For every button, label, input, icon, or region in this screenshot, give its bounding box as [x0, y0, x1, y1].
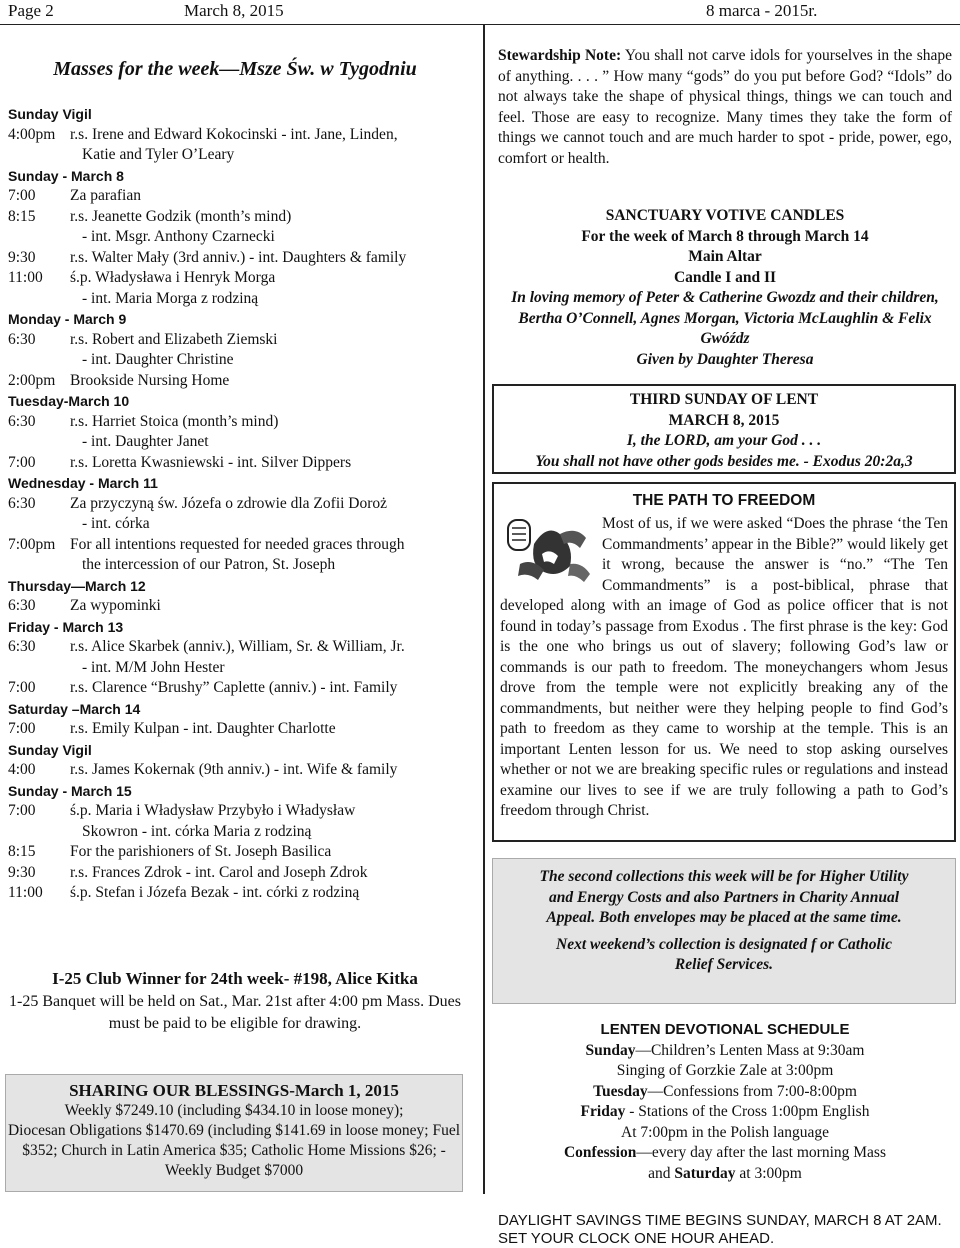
- mass-schedule: [8, 104, 478, 904]
- mass-time: 6:30: [8, 638, 36, 655]
- mass-intention: - int. córka: [82, 515, 150, 532]
- club-winner: I-25 Club Winner for 24th week- #198, Alice Kitka: [52, 969, 418, 988]
- lenten-friday: [498, 1102, 952, 1123]
- votive-candles-section: [498, 206, 952, 370]
- collection-p1: The second collections this week will be for Higher Utility and Energy Costs and also Partners in Charity Annual Appeal. Both envelopes may be placed at the same time.: [539, 868, 909, 926]
- mass-intention: Za wypominki: [70, 597, 161, 614]
- mass-entry: [8, 412, 478, 433]
- mass-day-heading: [8, 699, 478, 720]
- lenten-friday2: At 7:00pm in the Polish language: [621, 1123, 829, 1141]
- mass-time: 7:00: [8, 802, 36, 819]
- commandments-illustration-icon: [500, 514, 602, 594]
- mass-intention: r.s. Emily Kulpan - int. Daughter Charlotte: [70, 720, 336, 737]
- third-sunday-line2: You shall not have other gods besides me. - Exodus 20:2a,3: [535, 452, 913, 470]
- mass-entry: [8, 207, 478, 228]
- blessings-body: Diocesan Obligations $1470.69 (including $141.69 in loose money; Fuel $352; Church in Latin America $35; Catholic Home Missions $26; - Weekly Budget $7000: [7, 1122, 461, 1179]
- blessings-title: SHARING OUR BLESSINGS-March 1, 2015: [69, 1081, 399, 1100]
- mass-entry: [8, 227, 478, 248]
- mass-time: 6:30: [8, 412, 36, 430]
- mass-day-heading: [8, 781, 478, 802]
- lenten-tuesday-text: —Confessions from 7:00-8:00pm: [647, 1082, 857, 1100]
- stewardship-note: [498, 46, 952, 169]
- mass-intention: r.s. Alice Skarbek (anniv.), William, Sr. & William, Jr.: [70, 638, 405, 655]
- mass-time: 7:00: [8, 679, 36, 696]
- mass-intention: - int. Msgr. Anthony Czarnecki: [82, 228, 275, 245]
- mass-day-heading: [8, 309, 478, 330]
- mass-day-label: Wednesday - March 11: [8, 475, 158, 491]
- mass-entry: [8, 719, 478, 740]
- mass-intention: Brookside Nursing Home: [70, 371, 230, 389]
- lenten-confession2-post: at 3:00pm: [735, 1164, 802, 1182]
- mass-entry: [8, 453, 478, 474]
- second-collection-box: [492, 858, 956, 1004]
- mass-time: 7:00: [8, 720, 36, 737]
- mass-time: 8:15: [8, 207, 36, 225]
- mass-time: 6:30: [8, 330, 36, 348]
- lenten-confession2-pre: and: [648, 1164, 675, 1182]
- club-banquet: 1-25 Banquet will be held on Sat., Mar. 21st after 4:00 pm Mass. Dues must be paid to be eligible for drawing.: [9, 993, 461, 1032]
- mass-intention: For the parishioners of St. Joseph Basilica: [70, 843, 332, 860]
- lenten-confession-label: Confession: [563, 1144, 637, 1161]
- mass-intention: r.s. Jeanette Godzik (month’s mind): [70, 207, 292, 225]
- lenten-confession: [498, 1143, 952, 1164]
- mass-intention: - int. Maria Morga z rodziną: [82, 289, 259, 307]
- mass-entry: [8, 637, 478, 658]
- mass-entry: [8, 883, 478, 904]
- lenten-sunday-label: Sunday: [585, 1041, 636, 1059]
- mass-intention: ś.p. Władysława i Henryk Morga: [70, 269, 276, 286]
- mass-entry: [8, 535, 478, 556]
- mass-intention: Za parafian: [70, 187, 141, 204]
- mass-entry: [8, 658, 478, 679]
- date-english: March 8, 2015: [184, 1, 284, 20]
- mass-entry: [8, 371, 478, 392]
- mass-day-label: Thursday—March 12: [8, 577, 146, 594]
- mass-entry: [8, 842, 478, 863]
- mass-time: 7:00pm: [8, 535, 56, 553]
- mass-intention: Za przyczyną św. Józefa o zdrowie dla Zofii Doroż: [70, 494, 388, 512]
- mass-intention: r.s. Loretta Kwasniewski - int. Silver Dippers: [70, 453, 352, 471]
- mass-intention: - int. Daughter Christine: [82, 351, 234, 368]
- mass-intention: r.s. Irene and Edward Kokocinski - int. Jane, Linden,: [70, 125, 398, 143]
- lenten-sunday-text: —Children’s Lenten Mass at 9:30am: [635, 1041, 865, 1059]
- lenten-tuesday: [498, 1082, 952, 1103]
- votive-given: Given by Daughter Theresa: [636, 350, 814, 368]
- mass-intention: ś.p. Maria i Władysław Przybyło i Władysław: [70, 802, 356, 819]
- masses-title: Masses for the week—Msze Św. w Tygodniu: [53, 58, 417, 80]
- lenten-confession-text: —every day after the last morning Mass: [636, 1144, 886, 1161]
- mass-time: 8:15: [8, 843, 36, 860]
- votive-title: SANCTUARY VOTIVE CANDLES: [605, 207, 845, 224]
- votive-week: For the week of March 8 through March 14: [581, 227, 869, 245]
- mass-intention: r.s. Clarence “Brushy” Caplette (anniv.) - int. Family: [70, 679, 398, 696]
- mass-entry: [8, 350, 478, 371]
- mass-entry: [8, 555, 478, 576]
- mass-day-label: Sunday - March 8: [8, 167, 124, 184]
- mass-time: 11:00: [8, 269, 43, 286]
- mass-entry: [8, 289, 478, 310]
- mass-intention: - int. Daughter Janet: [82, 433, 209, 450]
- mass-entry: [8, 248, 478, 269]
- third-sunday-line1: I, the LORD, am your God . . .: [626, 432, 822, 449]
- column-divider: [483, 24, 485, 1194]
- mass-day-heading: [8, 391, 478, 412]
- third-sunday-title: THIRD SUNDAY OF LENT: [629, 391, 819, 408]
- mass-day-heading: [8, 617, 478, 638]
- mass-entry: [8, 822, 478, 843]
- date-polish: 8 marca - 2015r.: [706, 1, 818, 20]
- mass-time: 7:00: [8, 187, 36, 204]
- mass-time: 4:00pm: [8, 125, 56, 143]
- mass-entry: [8, 145, 478, 166]
- path-text: Most of us, if we were asked “Does the phrase ‘the Ten Commandments’ appear in the Bible?” would likely get it wrong, because the answer is “no.” “The Ten Commandments” is a post-biblical, phrase that developed along with an image of God as police officer that is not found in today’s passage from Exodus . The first phrase is the key: God is the one who brings us out of slavery; following God’s law or commands is our path to freedom. The moneychangers whom Jesus drove from the temple were not explicitly breaking any of the commandments, but neither were they helping people to find God’s path to freedom as they came to worship at the temple. This is an important Lenten lesson for us. We need to stop asking ourselves whether or not we are breaking specific rules or regulations and instead examine our lives to see if we are truly following a path to God’s freedom through Christ.: [500, 515, 948, 819]
- mass-day-label: Sunday Vigil: [8, 106, 92, 122]
- page-header: [0, 0, 960, 25]
- club-winner-section: [0, 968, 470, 1035]
- mass-intention: - int. M/M John Hester: [82, 658, 225, 676]
- third-sunday-date: MARCH 8, 2015: [668, 411, 780, 429]
- path-title: THE PATH TO FREEDOM: [632, 492, 816, 509]
- sharing-blessings-box: [5, 1074, 463, 1192]
- mass-intention: r.s. Walter Mały (3rd anniv.) - int. Daughters & family: [70, 248, 407, 266]
- mass-entry: [8, 514, 478, 535]
- mass-day-heading: [8, 740, 478, 761]
- mass-day-label: Saturday –March 14: [8, 700, 141, 717]
- collection-p2: Next weekend’s collection is designated f or Catholic Relief Services.: [556, 935, 892, 973]
- mass-intention: r.s. Robert and Elizabeth Ziemski: [70, 330, 278, 348]
- mass-day-heading: [8, 166, 478, 187]
- mass-time: 6:30: [8, 494, 36, 512]
- mass-entry: [8, 760, 478, 781]
- mass-day-heading: [8, 473, 478, 494]
- votive-candle: Candle I and II: [673, 268, 777, 286]
- mass-day-label: Sunday - March 15: [8, 782, 132, 799]
- mass-time: 7:00: [8, 453, 36, 471]
- mass-day-heading: [8, 104, 478, 125]
- lenten-friday-text: - Stations of the Cross 1:00pm English: [625, 1103, 870, 1120]
- mass-intention: r.s. Harriet Stoica (month’s mind): [70, 412, 279, 430]
- lenten-tuesday-label: Tuesday: [593, 1082, 648, 1100]
- mass-intention: Katie and Tyler O’Leary: [82, 146, 235, 163]
- mass-time: 9:30: [8, 248, 36, 266]
- mass-entry: [8, 432, 478, 453]
- daylight-savings-notice: DAYLIGHT SAVINGS TIME BEGINS SUNDAY, MARCH 8 AT 2AM. SET YOUR CLOCK ONE HOUR AHEAD.: [498, 1212, 942, 1247]
- mass-intention: the intercession of our Patron, St. Joseph: [82, 556, 336, 573]
- mass-entry: [8, 494, 478, 515]
- mass-day-heading: [8, 576, 478, 597]
- mass-time: 11:00: [8, 884, 43, 901]
- votive-memory: In loving memory of Peter & Catherine Gwozdz and their children, Bertha O’Connell, Agnes Morgan, Victoria McLaughlin & Felix Gwóźdz: [511, 289, 939, 347]
- lenten-title: LENTEN DEVOTIONAL SCHEDULE: [600, 1021, 850, 1038]
- lenten-friday-label: Friday: [580, 1103, 626, 1120]
- mass-intention: r.s. James Kokernak (9th anniv.) - int. Wife & family: [70, 761, 398, 778]
- mass-time: 4:00: [8, 761, 36, 778]
- mass-day-label: Sunday Vigil: [8, 741, 92, 758]
- lenten-saturday-label: Saturday: [674, 1164, 736, 1182]
- third-sunday-box: [492, 384, 956, 474]
- path-to-freedom-box: [492, 482, 956, 842]
- mass-intention: r.s. Frances Zdrok - int. Carol and Joseph Zdrok: [70, 863, 368, 881]
- lenten-schedule: [498, 1020, 952, 1184]
- page-number: Page 2: [8, 1, 54, 20]
- mass-intention: ś.p. Stefan i Józefa Bezak - int. córki z rodziną: [70, 884, 360, 901]
- mass-time: 9:30: [8, 863, 36, 881]
- lenten-sunday2: Singing of Gorzkie Zale at 3:00pm: [616, 1062, 834, 1079]
- stewardship-text: You shall not carve idols for yourselves in the shape of anything. . . . ” How many “gods” do you put before God? “Idols” do not always take the shape of physical things, things we can touch and feel. Those are easy to recognize. Many times they take the form of things we cannot touch and are much harder to spot - pride, power, ego, comfort or health.: [498, 47, 952, 167]
- path-text-wrap: [500, 514, 948, 822]
- mass-entry: [8, 596, 478, 617]
- mass-entry: [8, 186, 478, 207]
- votive-altar: Main Altar: [688, 248, 762, 265]
- mass-entry: [8, 801, 478, 822]
- mass-time: 2:00pm: [8, 371, 56, 389]
- mass-entry: [8, 330, 478, 351]
- mass-day-label: Friday - March 13: [8, 618, 124, 635]
- lenten-sunday: [498, 1041, 952, 1062]
- blessings-weekly: Weekly $7249.10 (including $434.10 in loose money);: [64, 1102, 404, 1119]
- mass-intention: Skowron - int. córka Maria z rodziną: [82, 822, 312, 840]
- mass-day-label: Tuesday-March 10: [8, 393, 130, 409]
- stewardship-label: Stewardship Note:: [498, 47, 622, 64]
- mass-day-label: Monday - March 9: [8, 311, 127, 327]
- mass-entry: [8, 125, 478, 146]
- lenten-confession2: [498, 1164, 952, 1185]
- mass-entry: [8, 863, 478, 884]
- mass-entry: [8, 268, 478, 289]
- mass-entry: [8, 678, 478, 699]
- mass-intention: For all intentions requested for needed graces through: [70, 535, 405, 553]
- mass-time: 6:30: [8, 597, 36, 614]
